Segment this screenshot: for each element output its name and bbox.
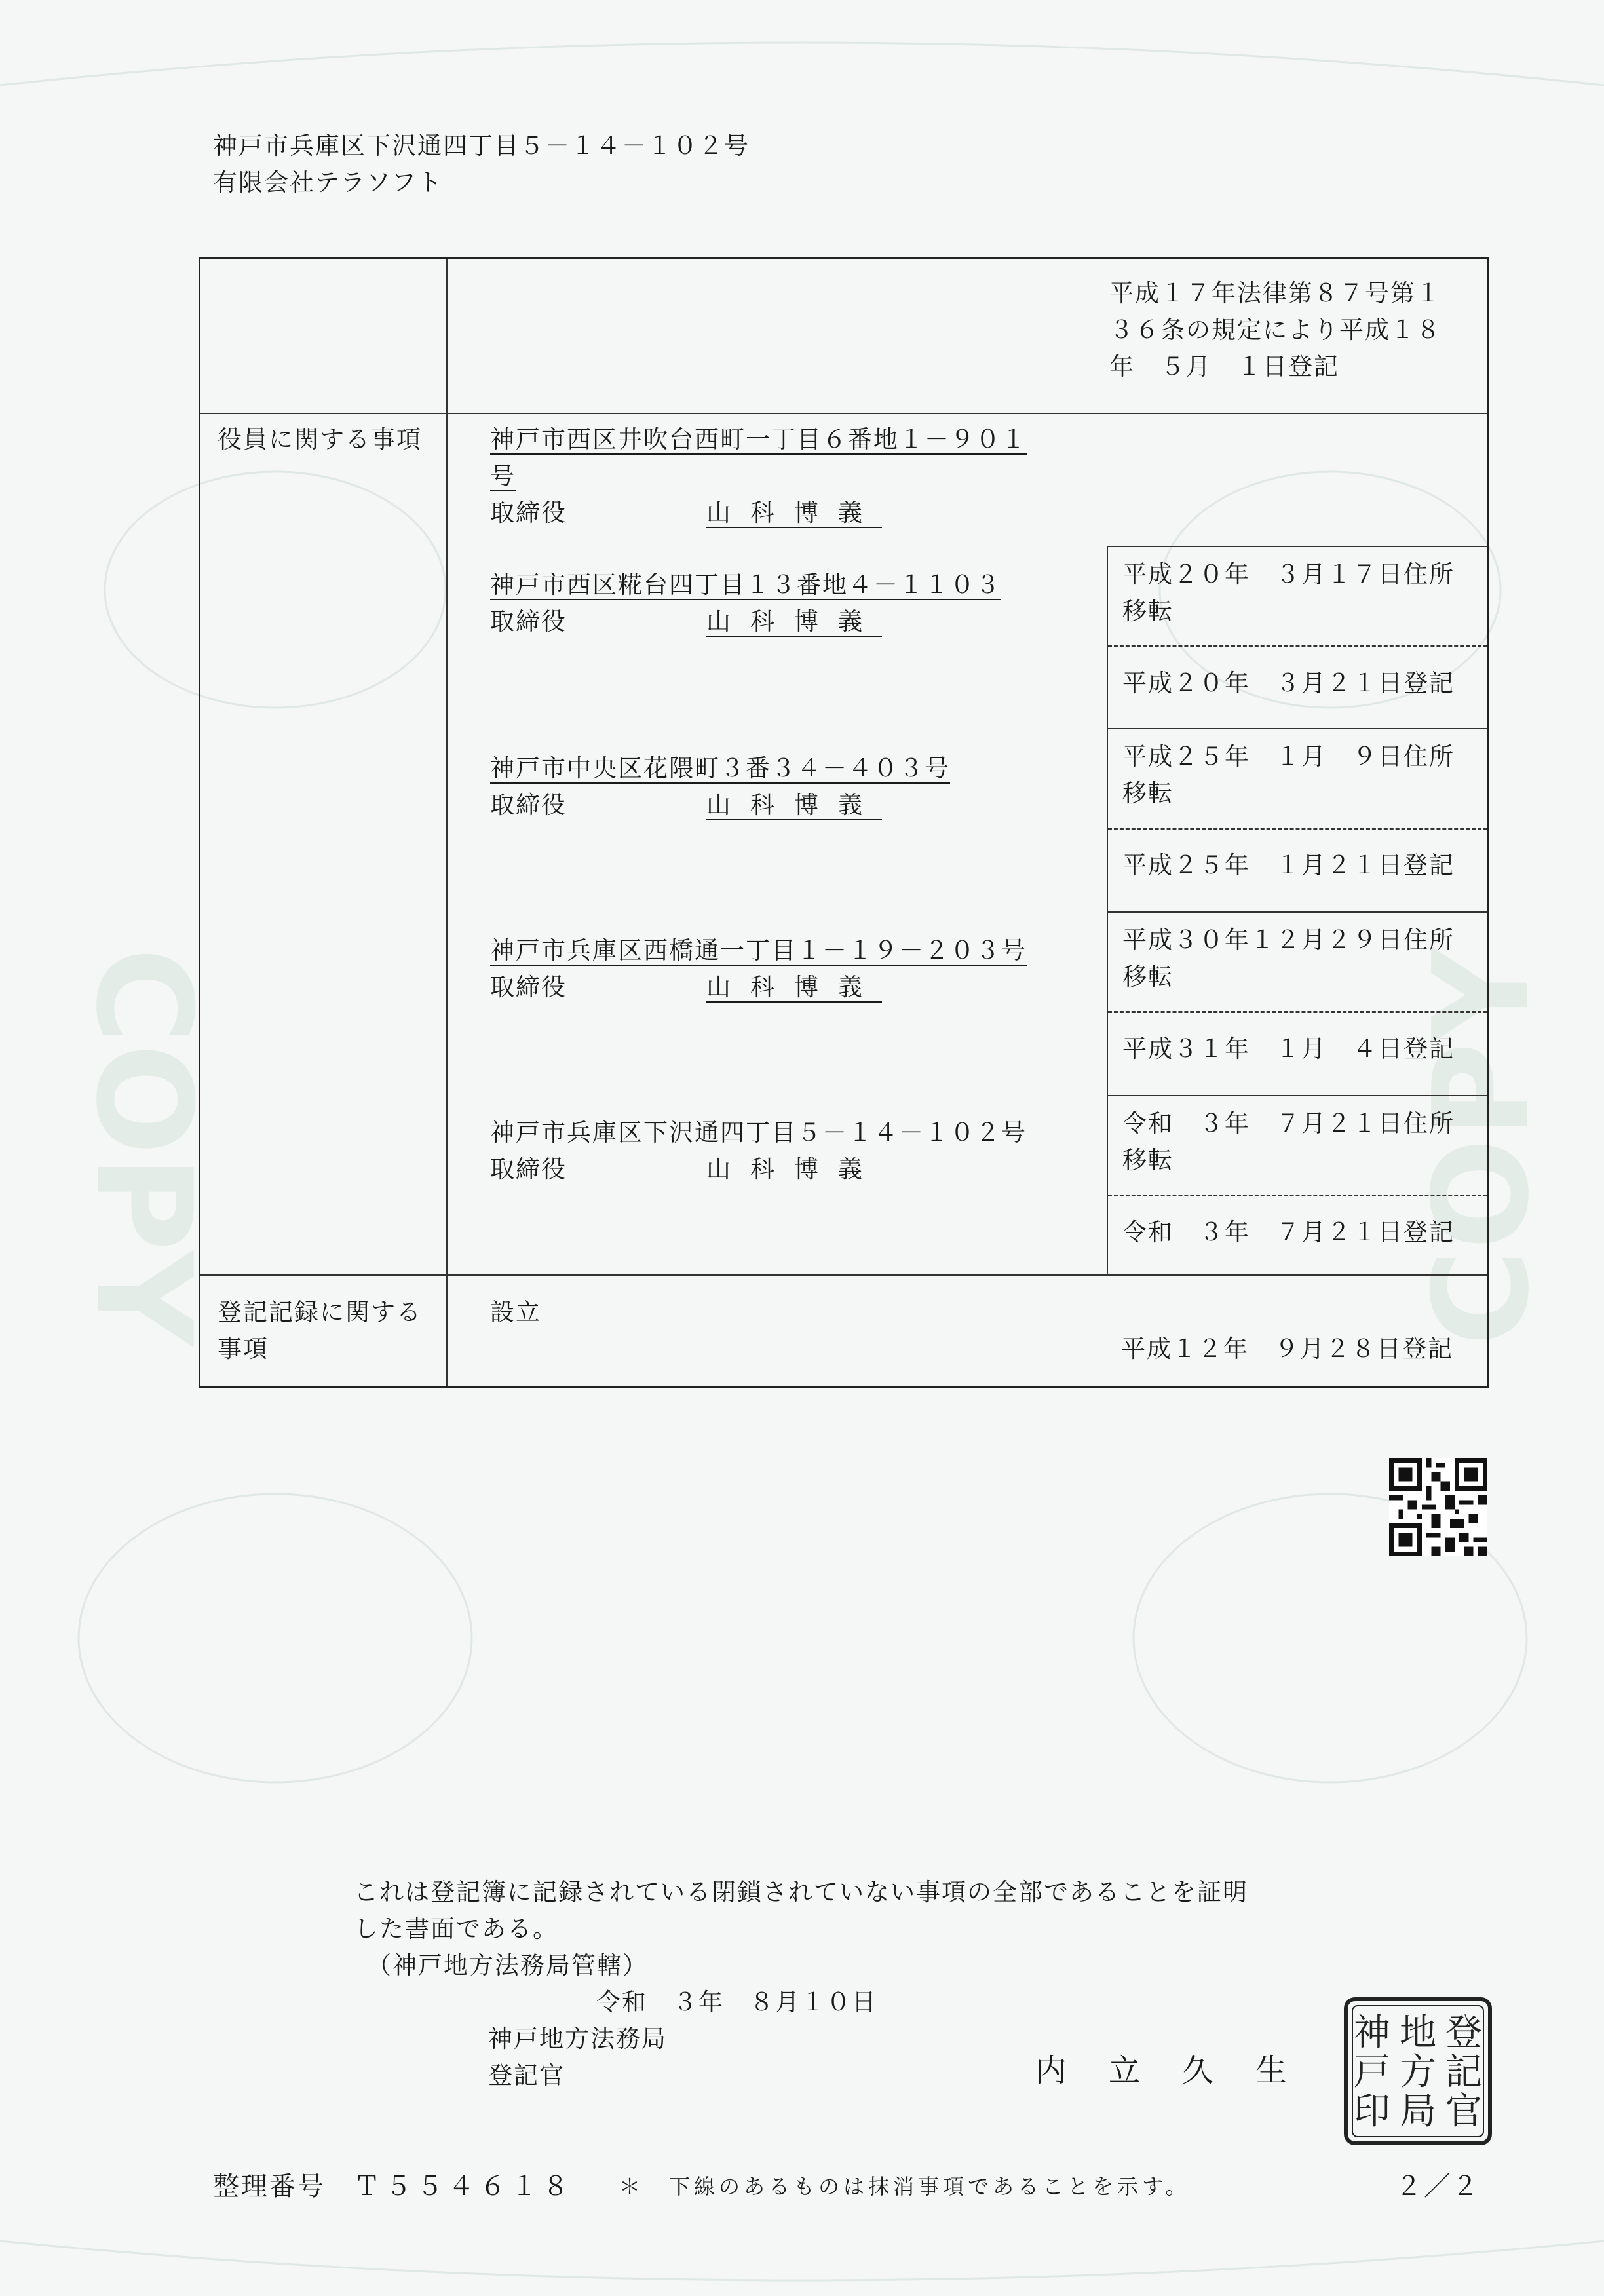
official-seal xyxy=(1342,1995,1494,2147)
svg-text:局: 局 xyxy=(1400,2090,1436,2133)
svg-text:地: 地 xyxy=(1400,2012,1436,2054)
certification-block xyxy=(354,1874,1293,2094)
cert-officer-name: 内 立 久 生 xyxy=(1035,2052,1293,2089)
officer-entry-1: 神戸市西区井吹台西町一丁目６番地１－９０１ 号 取締役 山科博義 xyxy=(490,425,1027,527)
column-divider xyxy=(446,259,448,1386)
svg-text:官: 官 xyxy=(1445,2090,1482,2133)
registry-content: 設立 xyxy=(490,1298,541,1326)
watermark-left: COPY xyxy=(67,947,220,1347)
officer-change-box-5: 令和 ３年 ７月２１日住所 移転 令和 ３年 ７月２１日登記 xyxy=(1107,1096,1487,1274)
reference-number: Ｔ５５４６１８ xyxy=(354,2172,574,2202)
row-divider xyxy=(200,1274,1487,1276)
svg-text:印: 印 xyxy=(1354,2090,1390,2133)
header-address: 神戸市兵庫区下沢通四丁目５－１４－１０２号 xyxy=(213,132,750,160)
row-divider xyxy=(200,413,1487,414)
officer-change-box-3: 平成２５年 １月 ９日住所 移転 平成２５年 １月２１日登記 xyxy=(1107,729,1487,913)
top-note: 平成１７年法律第８７号第１ ３６条の規定により平成１８ 年 ５月 １日登記 xyxy=(1109,279,1442,381)
officer-change-box-4: 平成３０年１２月２９日住所 移転 平成３１年 １月 ４日登記 xyxy=(1107,913,1487,1096)
officers-label: 役員に関する事項 xyxy=(218,425,422,453)
officer-entry-4: 神戸市兵庫区西橋通一丁目１－１９－２０３号 取締役 山科博義 xyxy=(490,936,1027,1001)
officer-change-box-2: 平成２０年 ３月１７日住所 移転 平成２０年 ３月２１日登記 xyxy=(1107,546,1487,729)
officer-entry-5: 神戸市兵庫区下沢通四丁目５－１４－１０２号 取締役 山科博義 xyxy=(490,1119,1027,1183)
cert-office: 神戸地方法務局 xyxy=(488,2025,667,2053)
registry-table xyxy=(199,257,1489,1388)
cert-date: 令和 ３年 ８月１０日 xyxy=(596,1988,877,2016)
underline-note: ＊ 下線のあるものは抹消事項であることを示す。 xyxy=(619,2174,1191,2199)
watermark-right: COPY xyxy=(1405,947,1558,1347)
cert-officer-title: 登記官 xyxy=(488,2061,565,2090)
cert-statement-1: これは登記簿に記録されている閉鎖されていない事項の全部であることを証明 xyxy=(354,1878,1248,1906)
header-company: 有限会社テラソフト xyxy=(213,168,443,197)
registry-label: 登記記録に関する 事項 xyxy=(218,1298,422,1363)
officer-entry-3: 神戸市中央区花隈町３番３４－４０３号 取締役 山科博義 xyxy=(490,754,950,819)
svg-text:方: 方 xyxy=(1400,2051,1436,2094)
officer-entry-2: 神戸市西区糀台四丁目１３番地４－１１０３ 取締役 山科博義 xyxy=(490,571,1001,636)
cert-statement-2: した書面である。 xyxy=(354,1915,558,1943)
cert-jurisdiction: （神戸地方法務局管轄） xyxy=(367,1951,648,1980)
header-block xyxy=(213,128,750,201)
reference-label: 整理番号 xyxy=(213,2172,326,2202)
svg-text:記: 記 xyxy=(1445,2051,1482,2094)
qr-code xyxy=(1389,1458,1487,1556)
svg-text:戸: 戸 xyxy=(1354,2051,1390,2094)
registry-date: 平成１２年 ９月２８日登記 xyxy=(1121,1335,1453,1363)
svg-text:登: 登 xyxy=(1445,2012,1482,2054)
page-number: ２／２ xyxy=(1396,2172,1480,2202)
svg-text:神: 神 xyxy=(1354,2012,1390,2054)
